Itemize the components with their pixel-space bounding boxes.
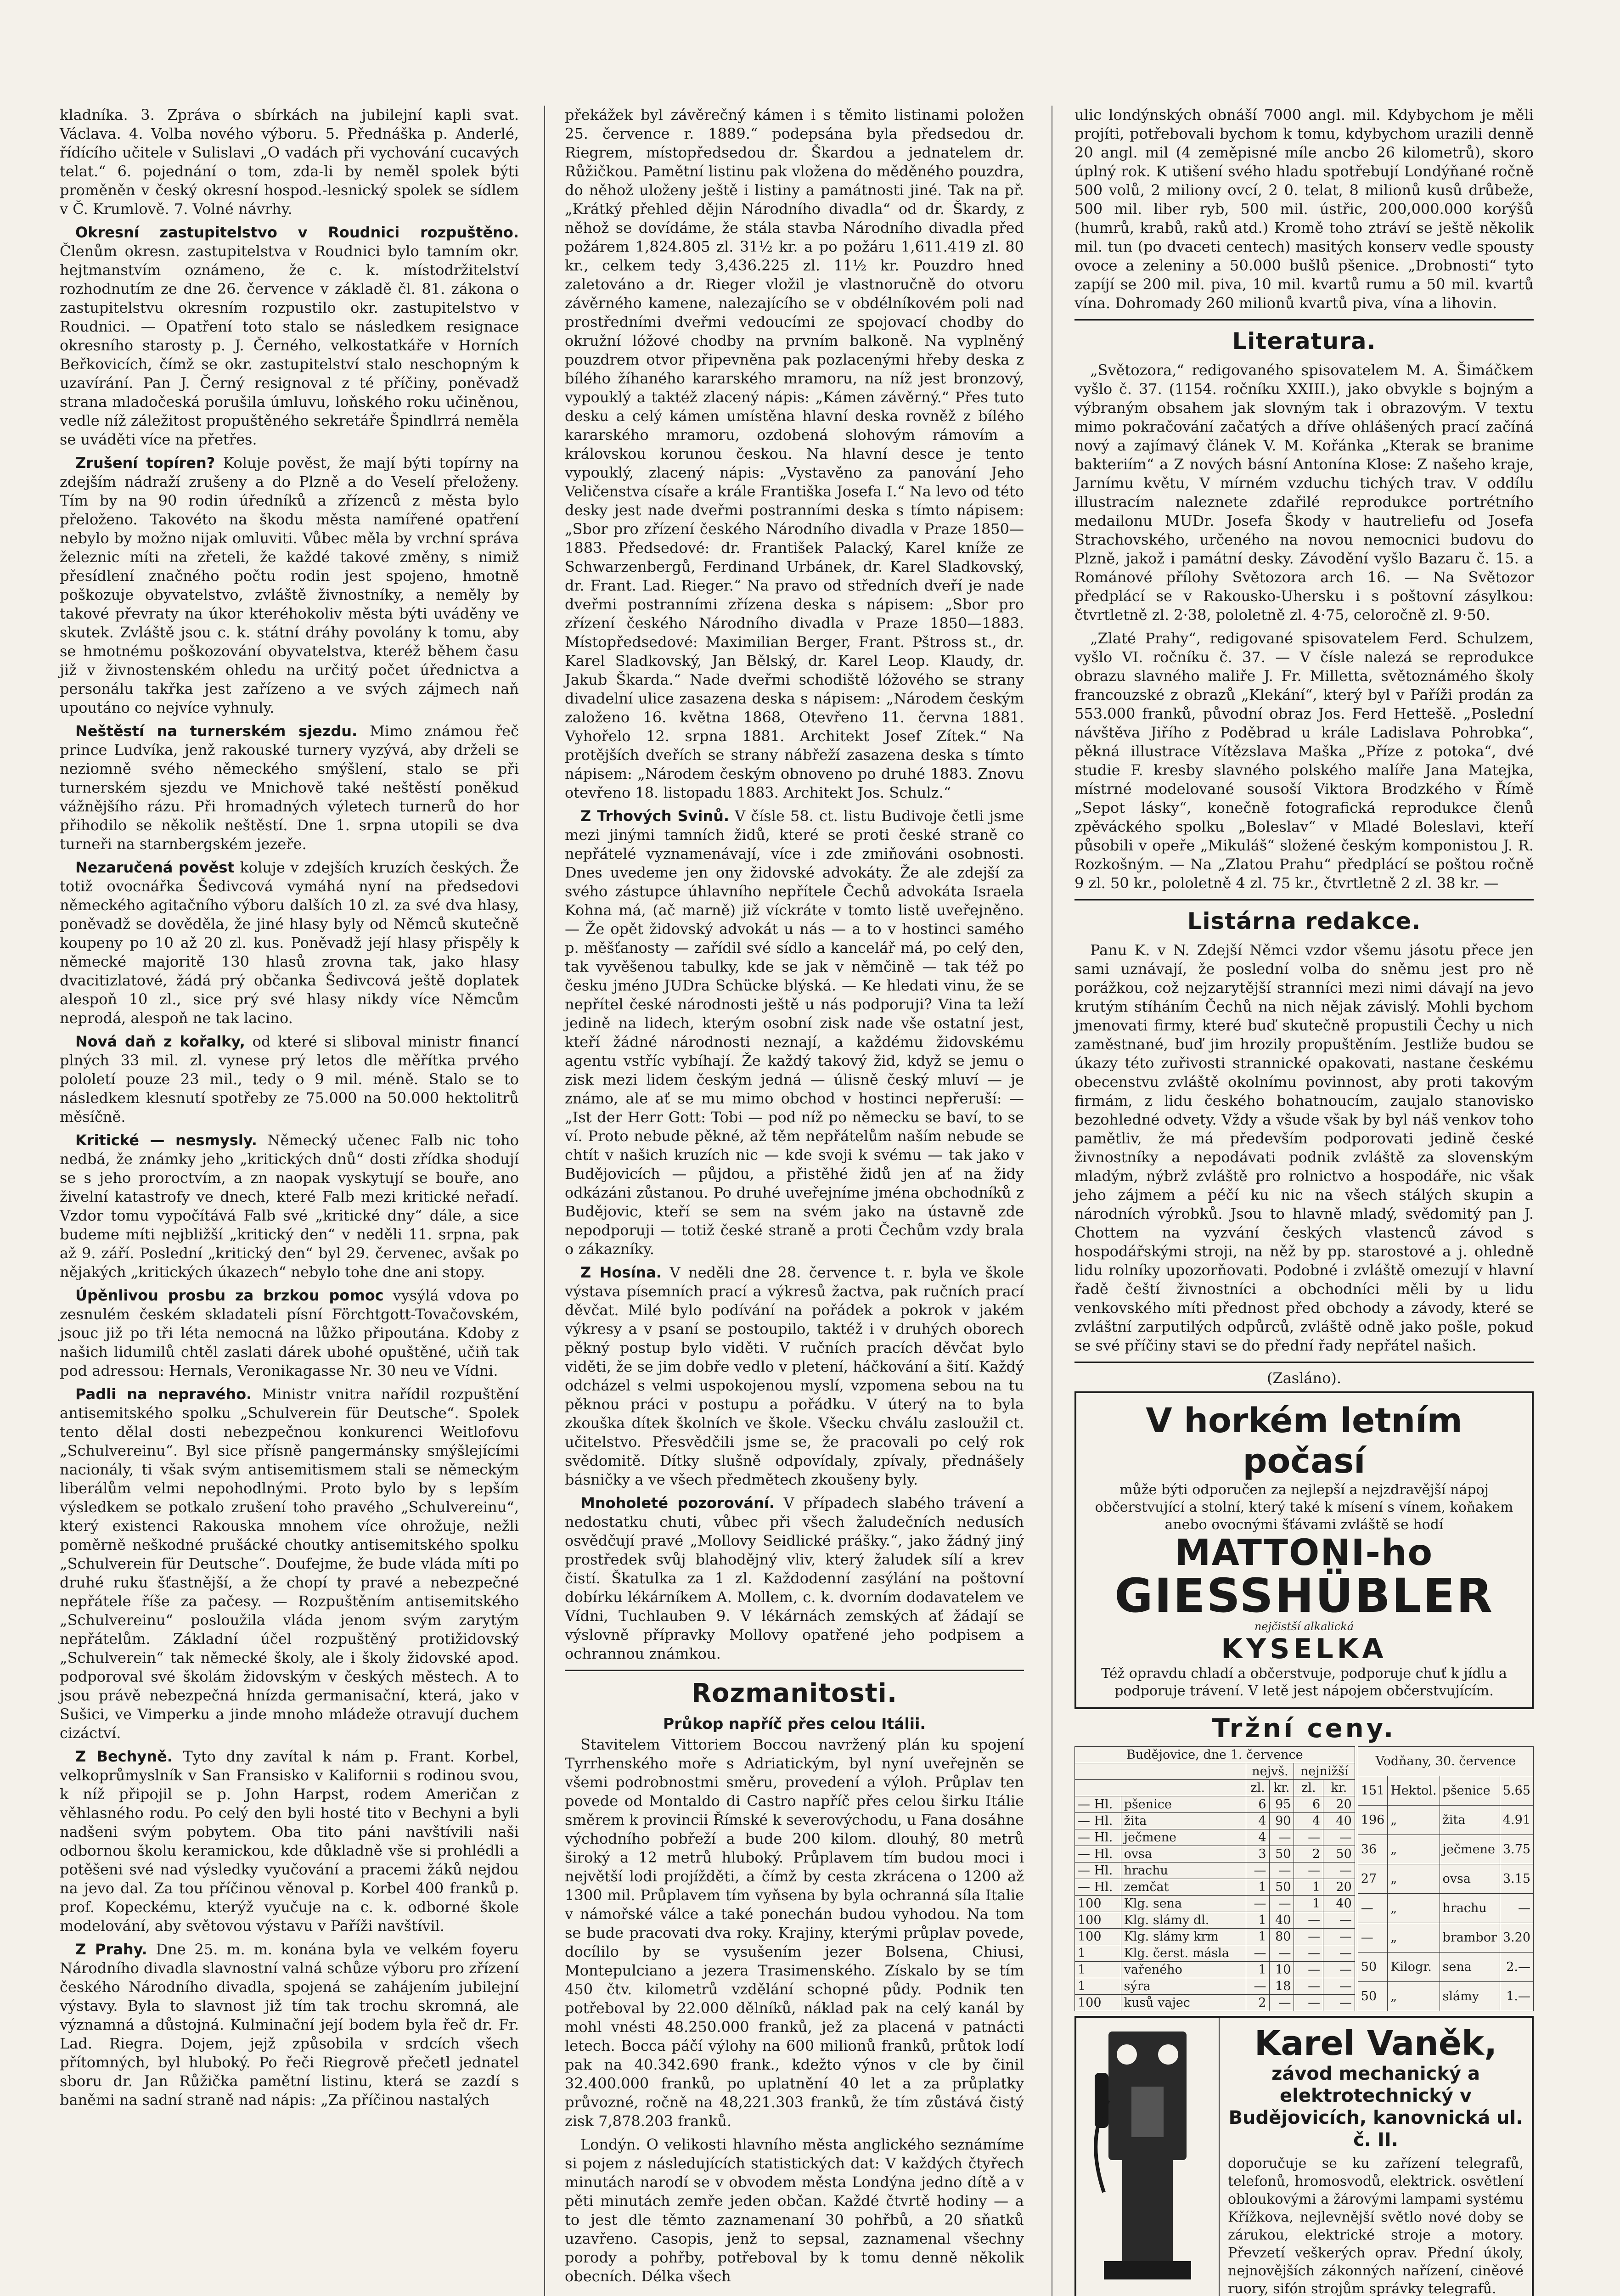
price-cell: „	[1388, 1982, 1440, 2011]
article-text: Tyto dny zavítal k nám p. Frant. Korbel, velkoprůmyslník v San Fransisko v Kalifornii s rodinou svou, k níž připojil se p. John Harpst, rodem Američan z věhlasného rodu. Po celý den byli hosté tito v Bechyni a byli nadšeni svým pobytem. Oba tito páni navštívili naši odbornou školu keramickou, kde důkladně vše si prohlédli a potěšeni své nad výsledky vyučování a pracemi žáků nejdou na jevo dal. Za tou příčinou věnoval p. Korbel 400 franků p. prof. Kopeckému, kterýž vyučuje na c. k. odborné škole modelování, aby světovou výstavu v Paříži navštívil.	[60, 1748, 519, 1935]
ad-company-name: Karel Vaněk,	[1254, 2024, 1497, 2063]
price-cell: — Hl.	[1075, 1829, 1121, 1846]
price-row	[1075, 1879, 1355, 1896]
price-row	[1075, 1962, 1355, 1978]
article-text: překážek byl závěrečný kámen i s těmito listinami položen 25. července r. 1889.“ podepsána byla předsedou dr. Riegrem, místopředsedou dr. Škardou a jednatelem dr. Růžičkou. Pamětní listinu pak vložena do měděného pouzdra, do něhož uloženy ještě i listiny a památnosti jiné. Tak na př. „Krátký přehled dějin Národního divadla“ od dr. Škardy, z něhož se dovídáme, že stála stavba Národního divadla před požárem 1,824.805 zl. 31½ kr. a po požáru 1,611.419 zl. 80 kr., celkem tedy 3,436.225 zl. 11½ kr. Pouzdro hned zaletováno a dr. Rieger vložil je vlastnoručně do otvoru závěrného kamene, nalezajícího se v obdélníkovém poli nad prostředními dveřmi vedoucími ze spojovací chodby do okružní lóžové chodby na prvním balkoně. Na vyplněný pouzdrem otvor připevněna pak pozlacenými hřeby deska z bílého žíhaného kararského mramoru, na níž jest bronzový, vypouklý a taktéž zlacený nápis: „Kámen závěrný.“ Přes tuto desku a celý kámen umístěna hlavní deska rovněž z bílého kararského mramoru, ozdobená slohovým rámovím a královskou korunou českou. Na hlavní desce je tento vypouklý, zlacený nápis: „Vystavěno za panování Jeho Veličenstva císaře a krále Františka Josefa I.“ Na levo od této desky jest nade dveřmi postranními deska s tímto nápisem: „Sbor pro zřízení českého Národního divadla v Praze 1850—1883. Předsedové: dr. František Palacký, Karel kníže ze Schwarzenbergů, Ferdinand Urbánek, dr. Karel Sladkovský, dr. Frant. Lad. Rieger.“ Na pravo od středních dveří je nade dveřmi postranními zřízena deska s nápisem: „Sbor pro zřízení českého Národního divadla v Praze 1850—1883. Místopředsedové: Maximilian Berger, Frant. Pštross st., dr. Karel Sladkovský, Jan Bělský, dr. Karel Leop. Klaudy, dr. Jakub Škarda.“ Nade dveřmi schodiště lóžového se strany divadelní ulice zasazena deska s nápisem: „Národem českým založeno 16. května 1868, Otevřeno 11. června 1881. Vyhořelo 12. srpna 1881. Architekt Josef Zítek.“ Na protějších dveřích se strany nábřeží zasazena deska s tímto nápisem: „Národem českým obnoveno po druhé 1883. Znovu otevřeno 18. listopadu 1883. Architekt Jos. Schulz.“	[565, 106, 1024, 801]
ad-company-subtitle: závod mechanický a elektrotechnický v Budějovicích, kanovnická ul. č. II.	[1228, 2063, 1523, 2150]
column-1	[60, 106, 519, 2114]
article-text: kladníka. 3. Zpráva o sbírkách na jubilejní kapli svat. Václava. 4. Volba nového výboru. 5. Přednáška p. Anderlé, řídícího učitele v Sulislavi „O vadách při vychování cucavých telat.“ 6. pojednání o tom, zda-li by neměl spolek býti proměněn v český okresní hospod.-lesnický spolek se sídlem v Č. Krumlově. 7. Volné návrhy.	[60, 106, 519, 218]
price-cell: — Hl.	[1075, 1846, 1121, 1863]
price-cell: 1	[1246, 1879, 1269, 1896]
price-cell: 1	[1294, 1879, 1323, 1896]
article-text: Německý učenec Falb nic toho nedbá, že známky jeho „kritických dnů“ dosti zřídka shodují se s jeho proroctvím, a zn naopak vyskytují se bouře, ano živelní katastrofy ve dnech, které Falb mezi kritické neřadí. Vzdor tomu vypočítává Falb své „kritické dny“ dále, a sice budeme míti nejbližší „kritický den“ v neděli 11. srpna, pak až 9. září. Poslední „kritický den“ byl 29. červenec, avšak po nějakých „kritických úkazech“ nebylo tohe dne ani stopy.	[60, 1131, 519, 1281]
ad-body: doporučuje se ku zařízení telegrafů, telefonů, hromosvodů, elektrick. osvětlení obloukovými a žárovými lampami systému Křížkova, nejlevnější světlo nové doby se zárukou, elektrické stroje a motory. Převzetí veškerých oprav. Přední úkoly, nejnovějších zákonných nařízení, ciněové ruory, sifón strojům správky telegrafů.	[1228, 2155, 1524, 2296]
column-rule	[544, 106, 545, 2296]
article-paragraph: Londýn. O velikosti hlavního města anglického seznámíme si pojem z následujících statistických dat: V každých čtyřech minutách narodí se v obvodem města Londýna jedno dítě a v pěti minutách zemře jeden občan. Každé čtvrtě hodiny — a to jest dle těmto zaznamenaní 30 pohřbů, a 20 sňatků uzavřeno. Casopis, jenž to sepsal, zaznamenal všechny porody a pohřby, potřeboval by k tomu denně několik obecních. Délka všech	[565, 2136, 1024, 2285]
price-cell: 3.15	[1500, 1864, 1533, 1894]
section-divider	[1074, 1362, 1534, 1363]
price-cell: —	[1358, 1894, 1388, 1923]
article-text: V čísle 58. ct. listu Budivoje četli jsme mezi jinými tamních židů, které se proti české straně co nepřátelé vyznamenávají, více i zde zmiňováni osobnosti. Dnes uvedeme jen ony židovské advokáty. Že ale zdejší za svého zástupce úhlavního nepřítele Čechů advokáta Israela Kohna má, (ač marně) již víckráte v tomto listě uveřejněno. — Že opět židovský advokát u nás — a to v hostinci samého p. měšťanosty — zařídil své sídlo a kancelář má, po celý den, tak vyvěšenou tabulky, kde se jak v němčině — tak též po česku jméno JUDra Schücke blýská. — Ke hledati vinu, že se nepřítel české národnosti ještě u nás podporuji? Vina ta leží jedině na lidech, kterým osobní zisk nade vše ostatní jest, kteří žádné národnosti neznají, a každému židovskému agentu vstříc vybíhají. Že každý takový žid, když se jemu o zisk mezi lidem českým jedná — úlisně český mluví — je známo, ale ať se mu mimo obchod v hostinci nepřeruší: — „Ist der Herr Gott: Tobi — pod níž po německu se baví, to se ví. Proto nebude pěkné, až těm nepřátelům naším nebude se chtít v našich kruzích nic — kde svoji k svému — tak jako v Budějovicích — půjdou, a přistěhé židů jen ať na židy odkázáni zůstanou. Po druhé uveřejníme jména obchodníků z Budějovic, kteří se sem na svém jako na ústavně zde nepodporuji — totiž české straně a proti Čechům vzdy brala o zákazníky.	[565, 807, 1024, 1258]
column-2	[565, 106, 1024, 2290]
price-cell: 5.65	[1500, 1776, 1533, 1806]
price-cell: ječmene	[1121, 1829, 1246, 1846]
prices-sub-header: nejnižší	[1294, 1763, 1355, 1780]
price-cell: — Hl.	[1075, 1796, 1121, 1813]
price-cell: 4	[1246, 1813, 1269, 1829]
column-2-articles	[565, 106, 1024, 1663]
ad-note: nejčistší alkalická	[1254, 1620, 1354, 1633]
price-cell: —	[1294, 1912, 1323, 1929]
price-row	[1358, 1923, 1533, 1953]
article-text: Koluje pověst, že mají býti topírny na zdejším nádraží zrušeny a do Plzně a do Veselí přeloženy. Tím by na 90 rodin úředníků a zřízenců z města bylo přeloženo. Takovéto na škodu města namířené opatření nebylo by možno nijak omluviti. Vůbec měla by vrchní správa železnic míti na zřeteli, že každé takové změny, s nimiž přesídlení značného počtu rodin jest spojeno, hmotně poškozuje obyvatelstvo, zvláště živnostníky, a neměly by takové převraty na úkor kteréhokoliv města býti uváděny ve skutek. Zvláště jsou c. k. státní dráhy povolány k tomu, aby se hmotnému poškozování obyvatelstva, kteréž během času již v živnostenském ohledu na určitý počet úřednictva a personálu takřka jest zařízeno a ve svých zájmech naň upoutáno co nejvíce vyhnuly.	[60, 454, 519, 716]
price-cell: 18	[1269, 1978, 1294, 1995]
article-paragraph	[565, 1263, 1024, 1489]
article-lead: Úpěnlivou prosbu za brzkou pomoc	[75, 1287, 384, 1304]
price-cell: 50	[1269, 1846, 1294, 1863]
article-text: Mimo známou řeč prince Ludvíka, jenž rakouské turnery vyzývá, aby drželi se neziomně svého německého smýšlení, stalo se při turnerském sjezdu ve Mnichově také neštěstí poněkud vážnějšího rázu. Při hromadných výletech turnerů do hor přihodilo se několik neštěstí. Dne 1. srpna utopili se dva turneři na starnbergském jezeře.	[60, 722, 519, 853]
price-cell: žita	[1440, 1806, 1500, 1835]
price-cell: —	[1323, 1945, 1355, 1962]
article-text: Ministr vnitra nařídil rozpuštění antisemitského spolku „Schulverein für Deutsche“. Spolek tento dělal dosti nebezpečnou konkurenci Weitlofovu „Schulvereinu“. Byl sice přísně pangermánsky smýšlejícími nacionály, ti však svým antisemitismem stali se německým liberálům velmi nepohodlnými. Proto bylo by s lepším výsledkem se potkalo zrušení toho pravého „Schulvereinu“, který existenci Rakouska mnohem více ohrožuje, nežli poměrně neškodné prušácké choutky antisemitského spolku „Schulverein für Deutsche“. Doufejme, že bude vláda míti po druhé ruku šťastnější, a že chopí ty pravé a nebezpečné nepřátele říše za pačesy. — Rozpuštěním antisemitského „Schulvereinu“ posloužila vláda jenom svým zarytým nepřátelům. Základní účel rozpuštěný protižidovský „Schulverein“ tak německé školy, ale i školy židovské apod. podporoval své školám židovským v českých městech. A to jsou právě nebezpečná hnízda germanisační, která, jako v Sušici, ve Vimperku a jinde mnoho mládeže otravují duchem cizáctví.	[60, 1385, 519, 1742]
article-paragraph	[565, 807, 1024, 1259]
price-cell: 4.91	[1500, 1806, 1533, 1835]
price-cell: 100	[1075, 1912, 1121, 1929]
price-cell: sena	[1440, 1953, 1500, 1982]
article-lead: Nová daň z kořalky,	[75, 1033, 245, 1050]
article-paragraph	[60, 1385, 519, 1743]
price-cell: —	[1358, 1923, 1388, 1953]
vanek-advertisement	[1074, 2016, 1534, 2296]
price-cell: hrachu	[1121, 1863, 1246, 1879]
article-paragraph	[60, 106, 519, 219]
price-cell: —	[1246, 1945, 1269, 1962]
price-row	[1075, 1929, 1355, 1945]
price-cell: —	[1294, 1829, 1323, 1846]
price-cell: —	[1246, 1978, 1269, 1995]
article-paragraph	[60, 1940, 519, 2110]
section-divider	[1074, 899, 1534, 900]
price-cell: „	[1388, 1806, 1440, 1835]
price-row	[1075, 1896, 1355, 1912]
telephone-icon	[1076, 2018, 1219, 2295]
price-cell: 6	[1246, 1796, 1269, 1813]
price-cell: —	[1323, 1829, 1355, 1846]
price-cell: —	[1323, 1863, 1355, 1879]
article-paragraph	[60, 223, 519, 449]
price-cell: —	[1294, 1978, 1323, 1995]
price-cell: —	[1269, 1896, 1294, 1912]
price-row	[1358, 1864, 1533, 1894]
section-divider	[565, 1670, 1024, 1671]
price-cell: —	[1323, 1962, 1355, 1978]
article-lead: Kritické — nesmysly.	[75, 1131, 257, 1149]
article-lead: Nezaručená pověst	[75, 859, 235, 876]
price-cell: 1	[1075, 1945, 1121, 1962]
price-cell: 100	[1075, 1929, 1121, 1945]
price-cell: 1	[1246, 1929, 1269, 1945]
price-cell: 1.—	[1500, 1982, 1533, 2011]
price-cell: 3.20	[1500, 1923, 1533, 1953]
prices-unit: zl.	[1294, 1780, 1323, 1796]
price-cell: 6	[1294, 1796, 1323, 1813]
price-cell: 80	[1269, 1929, 1294, 1945]
article-text: koluje v zdejších kruzích českých. Že totiž ovocnářka Šedivcová vymáhá nyní na předsedovi německého agitačního výboru dalších 10 zl. za své dva hlasy, poněvadž se dověděla, že jiné hlasy byly od Němců skutečně koupeny po 10 až 20 zl. kus. Poněvadž její hlasy přispěly k německé majoritě 130 hlasů zrovna tak, jako hlasy dvacitizlatové, žádá prý občanka Šedivcová ještě doplatek alespoň 10 zl., sice prý své hlasy nikdy více Němcům neprodá, alespoň ne tak lacino.	[60, 859, 519, 1027]
price-row	[1075, 1912, 1355, 1929]
prices-table-budejovice	[1074, 1746, 1355, 2011]
zaslano-label: (Zasláno).	[1266, 1369, 1342, 1387]
price-row	[1075, 1945, 1355, 1962]
price-cell: —	[1323, 1995, 1355, 2011]
price-cell: —	[1294, 1962, 1323, 1978]
price-cell: —	[1269, 1995, 1294, 2011]
prices-header-left: Budějovice, dne 1. července	[1075, 1747, 1355, 1763]
article-paragraph	[60, 722, 519, 854]
price-cell: Hektol.	[1388, 1776, 1440, 1806]
prices-sub-header: nejvš.	[1246, 1763, 1294, 1780]
price-cell: —	[1323, 1929, 1355, 1945]
price-cell: ovsa	[1440, 1864, 1500, 1894]
price-cell: slámy	[1440, 1982, 1500, 2011]
price-cell: „	[1388, 1923, 1440, 1953]
price-cell: vařeného	[1121, 1962, 1246, 1978]
price-cell: 27	[1358, 1864, 1388, 1894]
article-paragraph	[60, 454, 519, 717]
article-paragraph	[60, 1286, 519, 1380]
price-row	[1075, 1978, 1355, 1995]
literatura-heading: Literatura.	[1232, 328, 1376, 355]
price-cell: „	[1388, 1864, 1440, 1894]
price-row	[1358, 1894, 1533, 1923]
price-cell: hrachu	[1440, 1894, 1500, 1923]
price-row	[1075, 1796, 1355, 1813]
price-cell: — Hl.	[1075, 1813, 1121, 1829]
prices-unit: zl.	[1246, 1780, 1269, 1796]
price-cell: —	[1269, 1863, 1294, 1879]
market-prices	[1074, 1714, 1534, 2011]
price-cell: 100	[1075, 1995, 1121, 2011]
price-row	[1075, 1846, 1355, 1863]
mattoni-advertisement	[1074, 1391, 1534, 1709]
price-cell: 100	[1075, 1896, 1121, 1912]
price-cell: —	[1294, 1995, 1323, 2011]
prices-unit: kr.	[1269, 1780, 1294, 1796]
column-3	[1074, 106, 1534, 2296]
article-paragraph	[60, 1747, 519, 1936]
price-cell: 3	[1246, 1846, 1269, 1863]
price-cell: —	[1246, 1863, 1269, 1879]
listarna-heading: Listárna redakce.	[1187, 908, 1421, 934]
price-cell: —	[1246, 1896, 1269, 1912]
price-cell: „	[1388, 1835, 1440, 1864]
price-cell: —	[1500, 1894, 1533, 1923]
article-lead: Z Hosína.	[580, 1264, 662, 1281]
article-text: V neděli dne 28. července t. r. byla ve škole výstava písemních prací a výkresů žactva, pak ručních prací děvčat. Milé bylo podívání na pořádek a pokrok v jakém výkresy a v psaní se postoupilo, taktéž i v druhých oborech pěkný postup bylo viděti. V ručních pracích děvčat bylo viděti, že se jim dobře vedlo v pletení, háčkování a šití. Každý odcházel s velmi uspokojenou myslí, vzpomena sebou na tu pěknou práci v postupu a pořádku. V úterý na to byla zkouška dítek školních ve škole. Všecku chválu zasloužil ct. učitelstvo. Přesvědčili jsme se, že pracovali po celý rok svědomitě. Dítky slušně odpovídaly, zpívaly, přednášely básničky a ve všech předmětech zkoušeny byly.	[565, 1264, 1024, 1488]
price-cell: 50	[1358, 1982, 1388, 2011]
price-cell: 20	[1323, 1796, 1355, 1813]
price-cell: 50	[1358, 1953, 1388, 1982]
article-text: Členům okresn. zastupitelstva v Roudnici bylo tamním okr. hejtmanstvím oznámeno, že c. k. místodržitelství rozhodnutím ze dne 26. července v základě čl. 81. zákona o zastupitelstvu okresním rozpustilo okr. zastupitelstvo v Roudnici. — Opatření toto stalo se následkem resignace okresního starosty p. J. Černého, velkostatkáře v Horních Beřkovicích, čímž se okr. zastupitelství stalo neschopným k uzavírání. Pan J. Černý resignoval z té příčiny, poněvadž strana mladočeská porušila úmluvu, loňského roku učiněnou, vedle níž záležitost propuštěného sekretáře Špindlrrá neměla se uváděti více na přetřes.	[60, 242, 519, 448]
article-lead: Okresní zastupitelstvo v Roudnici rozpuštěno.	[75, 224, 519, 241]
ad-brand-kyselka: KYSELKA	[1221, 1633, 1387, 1665]
price-cell: ječmene	[1440, 1835, 1500, 1864]
article-lead: Padli na nepravého.	[75, 1385, 252, 1403]
prices-table-vodnany	[1358, 1746, 1534, 2011]
price-cell: 4	[1246, 1829, 1269, 1846]
ad-brand-mattoni: MATTONI-ho	[1175, 1532, 1434, 1574]
price-cell: Klg. slámy krm	[1121, 1929, 1246, 1945]
price-cell: brambor	[1440, 1923, 1500, 1953]
article-text: vysýlá vdova po zesnulém českém skladateli písní Förchtgott-Tovačovském, jsouc již po tři léta nemocná na lůžko připoutána. Kdoby z našich lidumilů chtěl zaslati dárek ubohé opuštěné, učiň tak pod adressou: Hernals, Veronikagasse Nr. 30 neu ve Vídni.	[60, 1287, 519, 1379]
ad-text: může býti odporučen za nejlepší a nejzdravější nápoj občerstvující a stolní, který také k mísení s vínem, koňakem anebo ovocnými šťávami zvláště se hodí	[1095, 1482, 1513, 1533]
price-row	[1075, 1995, 1355, 2011]
article-lead: Zrušení topíren?	[75, 454, 215, 472]
article-paragraph	[565, 106, 1024, 802]
prices-unit: kr.	[1323, 1780, 1355, 1796]
price-cell: 2	[1294, 1846, 1323, 1863]
article-lead: Z Trhových Svinů.	[580, 807, 730, 825]
ad-brand-giesshubler: GIESSHÜBLER	[1114, 1569, 1494, 1623]
rozmanitosti-heading: Rozmanitosti.	[691, 1678, 898, 1708]
article-paragraph	[60, 858, 519, 1028]
telephone-illustration	[1076, 2018, 1220, 2296]
price-cell: — Hl.	[1075, 1863, 1121, 1879]
price-row	[1075, 1863, 1355, 1879]
price-row	[1358, 1806, 1533, 1835]
price-cell: 3.75	[1500, 1835, 1533, 1864]
price-cell: —	[1294, 1863, 1323, 1879]
price-cell: 40	[1269, 1912, 1294, 1929]
price-cell: Klg. slámy dl.	[1121, 1912, 1246, 1929]
article-paragraph: „Světozora,“ redigovaného spisovatelem M. A. Šimáčkem vyšlo č. 37. (1154. ročníku XXIII.), jako obvykle s bojným a výbraným obsahem jak slovným tak i obrazovým. V textu mimo pokračování začatých a dříve ohlášených prací začíná nový a zajímavý článek V. M. Kořánka „Kterak se branime bakteriím“ a Z nových básní Antonína Klose: Z našeho kraje, Jarnímu květu, V mírném vzduchu tichých trav. V oddílu illustracím naleznete zdařilé reprodukce portrétního medailonu MUDr. Josefa Škody v hautreliefu od Josefa Strachovského, určeného na novou nemocnici budovu do Plzně, jakož i památní desky. Závodění vyšlo Bazaru č. 15. a Románové přílohy Světozora arch 16. — Na Světozor předplácí se v Rakousko-Uhersku i s poštovní zásylkou: čtvrtletně zl. 2·38, pololetně zl. 4·75, celoročně zl. 9·50.	[1074, 361, 1534, 624]
price-cell: 50	[1323, 1846, 1355, 1863]
article-text: V případech slabého trávení a nedostatku chuti, vůbec při všech žaludečních nedusích osvědčují pravé „Mollovy Seidlické prášky.“, jako žádný jiný prostředek svůj blahodějný vliv, který žaludek sílí a krev čistí. Škatulka za 1 zl. Každodenní zasýlání na poštovní dobírku lékárníkem A. Mollem, c. k. dvorním dodavatelem ve Vídni, Tuchlauben 9. V lékárnách zemských ať žádají se výslovně přípravky Mollovy opatřené jeho podpisem a ochrannou známkou.	[565, 1494, 1024, 1662]
price-cell: 40	[1323, 1813, 1355, 1829]
section-divider	[1074, 319, 1534, 321]
prices-header-right: Vodňany, 30. července	[1358, 1747, 1533, 1776]
price-cell: 196	[1358, 1806, 1388, 1835]
price-cell: 20	[1323, 1879, 1355, 1896]
price-row	[1358, 1835, 1533, 1864]
price-cell: Klg. čerst. másla	[1121, 1945, 1246, 1962]
price-cell: pšenice	[1121, 1796, 1246, 1813]
article-paragraph	[565, 1494, 1024, 1663]
price-cell: 1	[1075, 1978, 1121, 1995]
price-cell: 90	[1269, 1813, 1294, 1829]
article-paragraph: Stavitelem Vittoriem Boccou navržený plán ku spojení Tyrrhenského moře s Adriatickým, byl nyní uveřejněn se všemi podrobnostmi směru, provedení a výloh. Průplav ten povede od Montaldo di Castro napříč přes celou širku Itálie směrem k provincii Římské k severovýchodu, u Fana dosáhne východního pobřeží a bude 200 kilom. dlouhý, 80 metrů široký a 12 metrů hluboký. Průplavem tím budou moci i největší lodi projížděti, a čímž by cesta zkrácena o 1200 až 1300 mil. Průplavem tím vyňsena by byla ochranná síla Italie v námořské válce a také ponechán budou vyhodou. Na tom se bude pracovati dva roky. Krajiny, kterými průplav povede, docílilo by se vysušením jezer Bolsena, Chiusi, Montepulciano a jezera Trasimenského. Získalo by se tím 450 čtv. kilometrů vzdělání schopné půdy. Podnik ten potřeboval by 22.000 dělníků, náklad pak na celý kanál by mohl vnésti 48.250.000 franků, jež za placená v patnácti letech. Bocca páčí výlohy na 600 milionů franků, průtok lodí pak na 40.342.690 frank., kdežto výnos v cle by činil 32.400.000 franků, po uplatnění 40 let a za průplatky průvozné, ročně na 48,221.303 franků, že tím zůstává čistý zisk 7,878.203 franků.	[565, 1736, 1024, 2130]
price-cell: —	[1294, 1945, 1323, 1962]
article-paragraph: Panu K. v N. Zdejší Němci vzdor všemu jásotu přece jen sami uznávají, že poslední volba do sněmu jest pro ně porážkou, což nejzarytější stranníci mezi nimi dávají na jevo krutým stíháním Čechů na nich nějak závislý. Mohli bychom jmenovati firmy, které buď skutečně propustili Čechy u nich zaměstnané, buď jim hrozily propuštěním. Jestliže budou se úkazy této zuřivosti strannické opakovati, nastane českému obecenstvu zvláště okolnímu povinnost, aby proti takovým firmám, z lidu českého bohatnoucím, zaujalo stanovisko bezohledné odvety. Vždy a všude však by byl náš venkov toho pamětliv, že má především podporovati jedině české živnostníky a nepodávati podnik zvláště za slovenským mladým, nýbrž zvláště pro rolnictvo a hospodáře, nic však jeho zájmem a péčí ku nic na všech stálých skupin a národních výrobků. Jsou to hlavně mladý, svědomitý pan J. Chottem na vyzvání českých vlastenců závod s hospodářskými stroji, na něž by pp. starostové a j. ohledně lidu rolníky upozorňovati. Podobné i zvláště omezují v hlavní řadě čeští živnostníci a obchodníci měli by u lidu venkovského míti přednost před obchody a závody, které se zvláštní zarputilých odpůrců, zvláště odně jako pošle, pokud se své příčiny stavi se do přední řady nepřátel našich.	[1074, 941, 1534, 1354]
price-cell: 95	[1269, 1796, 1294, 1813]
price-cell: ovsa	[1121, 1846, 1246, 1863]
price-cell: Kilogr.	[1388, 1953, 1440, 1982]
price-cell: kusů vajec	[1121, 1995, 1246, 2011]
price-cell: 40	[1323, 1896, 1355, 1912]
ad-text: Též opravdu chladí a občerstvuje, podporuje chuť k jídlu a podporuje trávení. V letě jest nápojem občerstvujícím.	[1101, 1666, 1507, 1699]
article-lead: Z Prahy.	[75, 1941, 147, 1958]
price-cell: žita	[1121, 1813, 1246, 1829]
price-cell: 2.—	[1500, 1953, 1533, 1982]
ad-headline: V horkém letním počasí	[1146, 1401, 1462, 1481]
price-cell: 151	[1358, 1776, 1388, 1806]
price-cell: 10	[1269, 1962, 1294, 1978]
price-cell: 4	[1294, 1813, 1323, 1829]
price-row	[1358, 1982, 1533, 2011]
article-paragraph	[60, 1032, 519, 1126]
price-cell: 36	[1358, 1835, 1388, 1864]
article-text: od které si sliboval ministr financí plných 33 mil. zl. vynese prý letos dle měřítka prvého pololetí pouze 23 mil., tedy o 9 mil. méně. Stalo se to následkem klesnutí spotřeby ze 75.000 na 50.000 hektolitrů měsíčně.	[60, 1033, 519, 1125]
price-cell: zemčat	[1121, 1879, 1246, 1896]
price-cell: „	[1388, 1894, 1440, 1923]
price-cell: sýra	[1121, 1978, 1246, 1995]
price-cell: —	[1269, 1829, 1294, 1846]
price-cell: 1	[1246, 1962, 1269, 1978]
article-text: Dne 25. m. m. konána byla ve velkém foyeru Národního divadla slavnostní valná schůze výboru pro zřízení českého Národního divadla, spojená se zahájením jubilejní výstavy. Byla to slavnost již tím tak trochu skromná, ale významná a důstojná. Kulminační její bodem byla řeč dr. Fr. Lad. Riegra. Dojem, jejž způsobila v srdcích všech přítomných, byl hluboký. Po řeči Riegrově přečetl jednatel sboru dr. Jan Růžička pamětní listinu, která se zazdí s baněmi na sadní straně nad nápis: „Za příčinou nastalých	[60, 1941, 519, 2109]
rozmanitosti-subheading: Průkop napříč přes celou Itálii.	[663, 1715, 926, 1733]
price-cell: — Hl.	[1075, 1879, 1121, 1896]
price-cell: —	[1294, 1929, 1323, 1945]
price-row	[1358, 1776, 1533, 1806]
price-cell: 2	[1246, 1995, 1269, 2011]
price-row	[1075, 1813, 1355, 1829]
vanek-ad-text	[1220, 2018, 1532, 2296]
article-lead: Z Bechyně.	[75, 1748, 173, 1765]
article-paragraph: ulic londýnských obnáší 7000 angl. mil. Kdybychom je měli projíti, potřebovali bychom k tomu, kdybychom urazili denně 20 angl. mil (4 zeměpisné míle ancbo 26 kilometrů), skoro úplný rok. K utišení svého hladu spotřebují Londýňané ročně 500 volů, 2 miliony ovcí, 2 0. telat, 8 milionů kusů drůbeže, 500 mil. liber ryb, 500 mil. ústřic, 200,000.000 korýšů (humrů, krabů, raků atd.) Kromě toho ztráví se ještě několik mil. tun (po dvaceti centech) masitých konserv vedle spousty ovoce a zeleniny a 50.000 bušlů pšenice. „Drobnosti“ tyto zapíjí se 200 mil. piva, 10 mil. kvartů rumu a 50 mil. kvartů vína. Dohromady 260 milionů kvartů piva, vína a lihovin.	[1074, 106, 1534, 312]
price-cell: pšenice	[1440, 1776, 1500, 1806]
price-cell: 1	[1246, 1912, 1269, 1929]
market-prices-heading: Tržní ceny.	[1212, 1714, 1396, 1744]
price-row	[1358, 1953, 1533, 1982]
article-paragraph: „Zlaté Prahy“, redigované spisovatelem Ferd. Schulzem, vyšlo VI. ročníku č. 37. — V čísle nalezá se reprodukce obrazu slavného maliře J. Fr. Milletta, světoznámého školy francouzské z obrazů „Klekání“, který byl v Paříži prodán za 553.000 franků, původní obraz Jos. Ferd Hettešě. „Poslední návštěva Jiřího z Poděbrad u krále Ladislava Pohrobka“, pěkná illustrace Vítězslava Maška „Příze z potoka“, dvé studie F. kresby slavného polského malíře Jana Matejka, místrné modelované sousoší Viktora Brodzkého v Římě „Sepot lásky“, konečně fotografická reprodukce členů zpěváckého spolku „Boleslav“ v Mladé Boleslavi, kteří působili v opeře „Mikuláš“ složené českým komponistou J. R. Rozkošným. — Na „Zlatou Prahu“ předplácí se poštou ročně 9 zl. 50 kr., pololetně 4 zl. 75 kr., čtvrtletně 2 zl. 38 kr. —	[1074, 630, 1534, 892]
article-lead: Neštěstí na turnerském sjezdu.	[75, 722, 358, 740]
price-cell: Klg. sena	[1121, 1896, 1246, 1912]
price-cell: 50	[1269, 1879, 1294, 1896]
price-cell: —	[1323, 1978, 1355, 1995]
price-row	[1075, 1829, 1355, 1846]
article-lead: Mnoholeté pozorování.	[580, 1494, 775, 1512]
price-cell: 1	[1075, 1962, 1121, 1978]
price-cell: —	[1323, 1912, 1355, 1929]
price-cell: —	[1269, 1945, 1294, 1962]
article-paragraph	[60, 1131, 519, 1282]
price-cell: 1	[1294, 1896, 1323, 1912]
